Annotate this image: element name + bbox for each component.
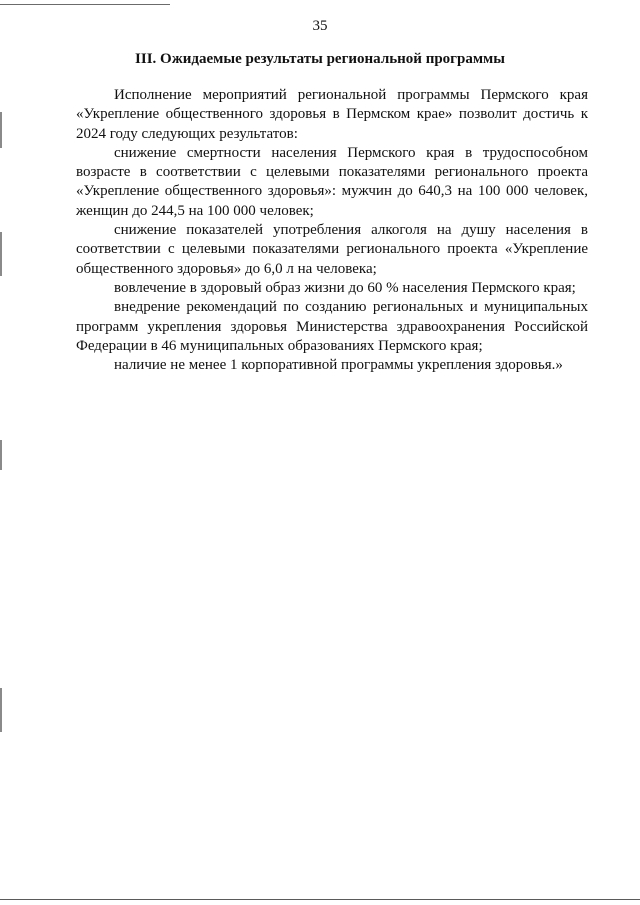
intro-paragraph: Исполнение мероприятий региональной программы Пермского края «Укрепление общественного здоровья в Пермском крае» позволит достичь к 2024 году следующих результатов: xyxy=(76,87,588,142)
scan-edge-mark xyxy=(0,112,2,148)
result-item-healthy-lifestyle: вовлечение в здоровый образ жизни до 60 % населения Пермского края; xyxy=(114,279,576,296)
section-title: III. Ожидаемые результаты региональной программы xyxy=(135,51,505,67)
document-body xyxy=(76,86,588,375)
result-item-corporate-program: наличие не менее 1 корпоративной программы укрепления здоровья.» xyxy=(114,357,563,374)
scan-edge-top xyxy=(0,4,170,5)
scan-edge-bottom xyxy=(0,899,640,900)
result-item-alcohol: снижение показателей употребления алкоголя на душу населения в соответствии с целевыми показателями регионального проекта «Укрепление общественного здоровья» до 6,0 л на человека; xyxy=(76,222,588,277)
page-number: 35 xyxy=(312,18,328,34)
scan-edge-mark xyxy=(0,688,2,732)
result-item-municipal-programs: внедрение рекомендаций по созданию региональных и муниципальных программ укрепления здоровья Министерства здравоохранения Российской Федерации в 46 муниципальных образованиях Пермского края; xyxy=(76,299,588,354)
scan-edge-mark xyxy=(0,232,2,276)
scan-edge-mark xyxy=(0,440,2,470)
result-item-mortality: снижение смертности населения Пермского края в трудоспособном возрасте в соответствии с целевыми показателями регионального проекта «Укрепление общественного здоровья»: мужчин до 640,3 на 100 000 человек, женщин до 244,5 на 100 000 человек; xyxy=(76,144,588,219)
